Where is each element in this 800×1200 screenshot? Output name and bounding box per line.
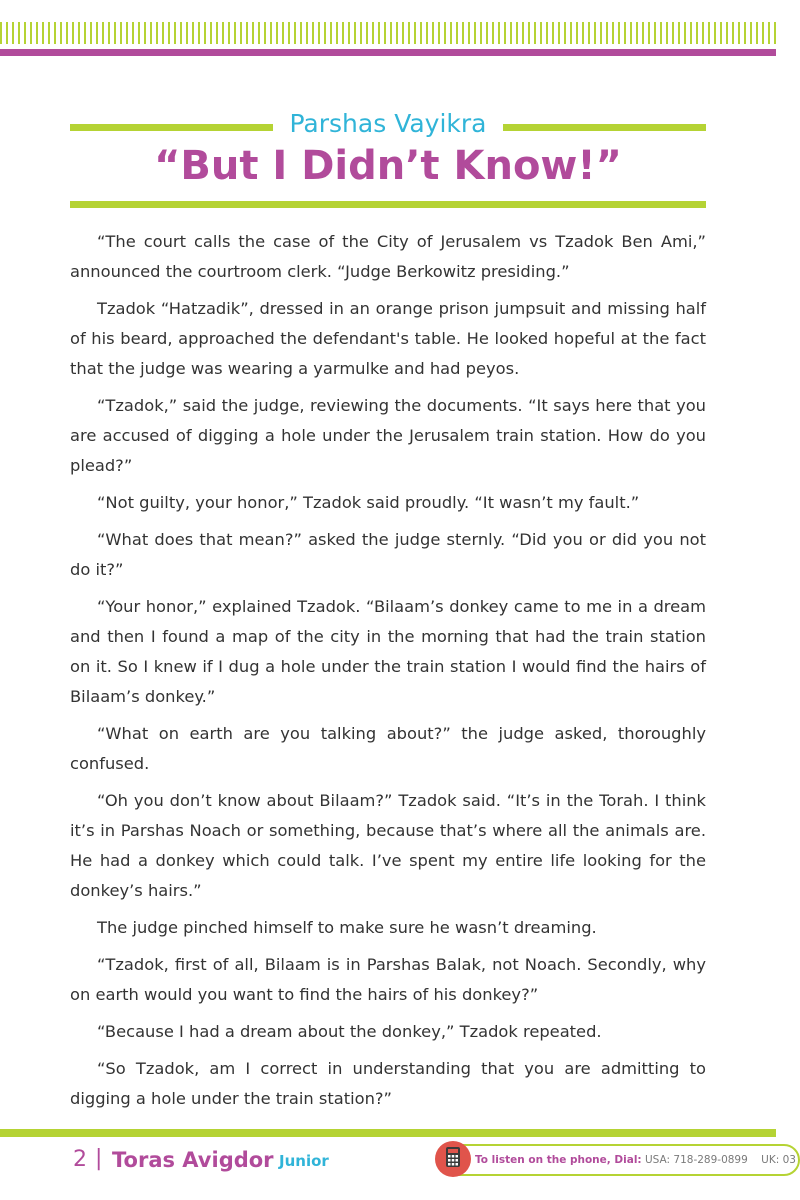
story-paragraph: “Your honor,” explained Tzadok. “Bilaam’s donkey came to me in a dream and then I found a map of the city in the morning that had the train station on it. So I knew if I dug a hole under the train station I would find the hairs of Bilaam’s donkey.” [70, 597, 706, 706]
story-paragraph: “So Tzadok, am I correct in understanding that you are admitting to digging a hole under the train station?” [70, 1059, 706, 1108]
parsha-name: Parshas Vayikra [289, 109, 487, 138]
story-paragraph: “What does that mean?” asked the judge sternly. “Did you or did you not do it?” [70, 530, 706, 579]
footer-separator: | [95, 1146, 103, 1171]
footer-rule [0, 1129, 776, 1137]
story-paragraph: Tzadok “Hatzadik”, dressed in an orange prison jumpsuit and missing half of his beard, approached the defendant's table. He looked hopeful at the fact that the judge was wearing a yarmulke and had peyos. [70, 299, 706, 378]
story-paragraph: “Not guilty, your honor,” Tzadok said proudly. “It wasn’t my fault.” [97, 493, 640, 512]
phone-badge [435, 1141, 471, 1177]
phone-info [475, 1152, 796, 1168]
story-title: “But I Didn’t Know!” [154, 143, 622, 189]
story-paragraph: The judge pinched himself to make sure he wasn’t dreaming. [97, 918, 597, 937]
top-purple-rule [0, 49, 776, 56]
usa-label: USA: [644, 1154, 671, 1166]
telephone-icon [443, 1146, 463, 1172]
story-paragraph: “Tzadok,” said the judge, reviewing the documents. “It says here that you are accused of digging a hole under the Jerusalem train station. How do you plead?” [70, 396, 706, 475]
story-paragraph: “Oh you don’t know about Bilaam?” Tzadok said. “It’s in the Torah. I think it’s in Parshas Noach or something, because that’s where all the animals are. He had a donkey which could talk. I’ve spent my entire life looking for the donkey’s hairs.” [70, 791, 706, 900]
page-number: 2 [73, 1147, 87, 1172]
phone-label: To listen on the phone, Dial: [475, 1154, 642, 1166]
title-rule-left [70, 124, 273, 131]
story-paragraph: “Because I had a dream about the donkey,” Tzadok repeated. [97, 1022, 602, 1041]
title-rule-bottom [70, 201, 706, 208]
story-paragraph: “What on earth are you talking about?” the judge asked, thoroughly confused. [70, 724, 706, 773]
brand-name: Toras Avigdor [112, 1148, 274, 1172]
brand-sub: Junior [279, 1152, 329, 1170]
title-rule-right [503, 124, 706, 131]
story-body [70, 227, 706, 1121]
story-paragraph: “The court calls the case of the City of Jerusalem vs Tzadok Ben Ami,” announced the courtroom clerk. “Judge Berkowitz presiding.” [70, 232, 706, 281]
usa-number: 718-289-0899 [673, 1154, 748, 1166]
story-paragraph: “Tzadok, first of all, Bilaam is in Parshas Balak, not Noach. Secondly, why on earth would you want to find the hairs of his donkey?” [70, 955, 706, 1004]
uk-label: UK: 03 [761, 1154, 796, 1166]
top-tick-border [0, 22, 776, 44]
